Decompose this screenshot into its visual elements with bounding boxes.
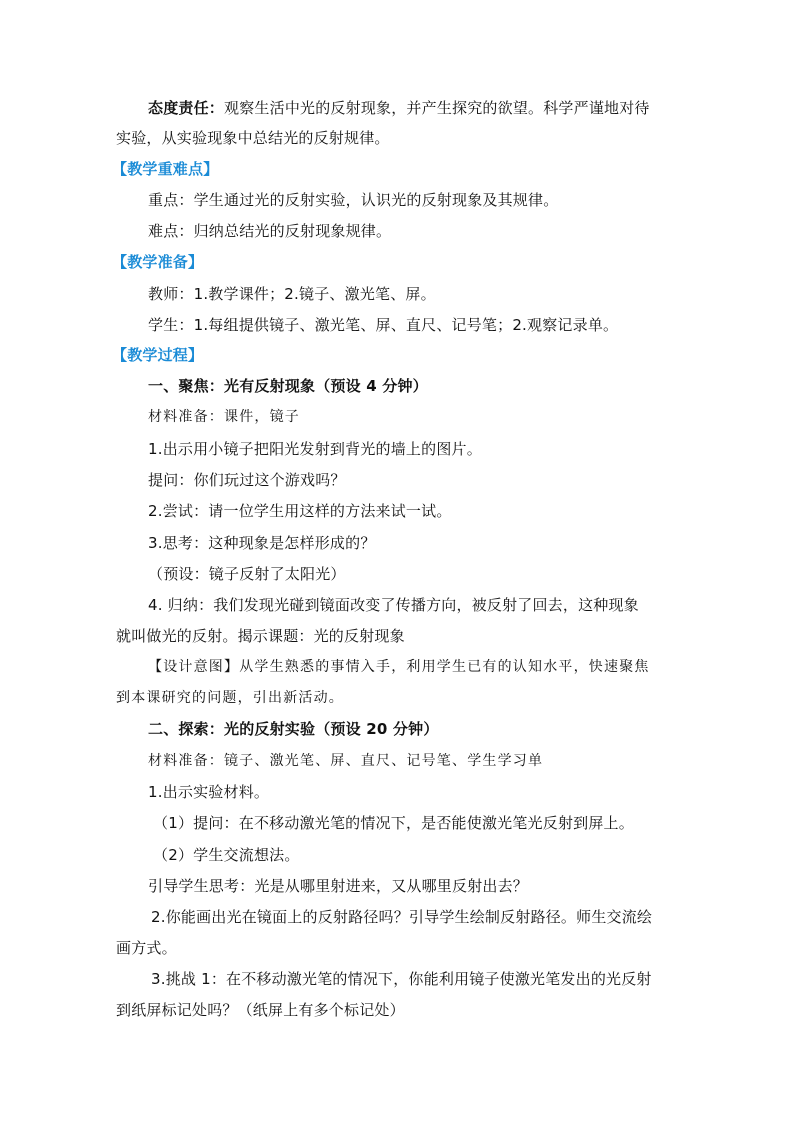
design-intent-2: 到本课研究的问题，引出新活动。 [116,690,344,706]
step-2-line-1: 1.出示实验材料。 [148,783,270,801]
student-prep: 学生：1.每组提供镜子、激光笔、屏、直尺、记号笔；2.观察记录单。 [148,316,619,334]
attitude-text: 观察生活中光的反射现象，并产生探究的欲望。科学严谨地对待 [224,99,650,117]
step-2-line-2: （1）提问：在不移动激光笔的情况下，是否能使激光笔光反射到屏上。 [153,814,634,832]
step-1-line-6: 4. 归纳：我们发现光碰到镜面改变了传播方向，被反射了回去，这种现象 [148,596,639,614]
design-intent-1: 【设计意图】从学生熟悉的事情入手，利用学生已有的认知水平，快速聚焦 [148,659,650,675]
difficult-point: 难点：归纳总结光的反射现象规律。 [148,222,392,240]
step-1-line-7: 就叫做光的反射。揭示课题：光的反射现象 [116,627,405,645]
attitude-line [148,98,650,118]
section-heading-prep: 【教学准备】 [112,253,204,271]
step-2-line-6: 画方式。 [116,939,177,957]
step-1-line-5: （预设：镜子反射了太阳光） [148,565,346,583]
section-heading-process: 【教学过程】 [112,346,204,364]
step-1-line-4: 3.思考：这种现象是怎样形成的？ [148,534,376,552]
step-1-line-1: 1.出示用小镜子把阳光发射到背光的墙上的图片。 [148,440,482,458]
section-heading-focus: 【教学重难点】 [112,160,219,178]
step-2-line-5: 2.你能画出光在镜面上的反射路径吗？引导学生绘制反射路径。师生交流绘 [151,908,653,926]
step-2-line-4: 引导学生思考：光是从哪里射进来，又从哪里反射出去？ [148,877,529,895]
step-2-materials: 材料准备：镜子、激光笔、屏、直尺、记号笔、学生学习单 [148,753,544,769]
attitude-label: 态度责任： [148,99,225,117]
step-2-title: 二、探索：光的反射实验（预设 20 分钟） [148,720,439,738]
key-point: 重点：学生通过光的反射实验，认识光的反射现象及其规律。 [148,191,559,209]
step-1-title: 一、聚焦：光有反射现象（预设 4 分钟） [148,377,428,395]
step-2-line-7: 3.挑战 1：在不移动激光笔的情况下，你能利用镜子使激光笔发出的光反射 [151,970,652,988]
step-2-line-8: 到纸屏标记处吗？（纸屏上有多个标记处） [116,1001,405,1019]
step-1-line-2: 提问：你们玩过这个游戏吗？ [148,471,346,489]
step-1-line-3: 2.尝试：请一位学生用这样的方法来试一试。 [148,502,452,520]
step-1-materials: 材料准备：课件，镜子 [148,409,300,425]
attitude-continuation: 实验，从实验现象中总结光的反射规律。 [116,129,390,147]
teacher-prep: 教师：1.教学课件；2.镜子、激光笔、屏。 [148,285,436,303]
step-2-line-3: （2）学生交流想法。 [153,846,300,864]
